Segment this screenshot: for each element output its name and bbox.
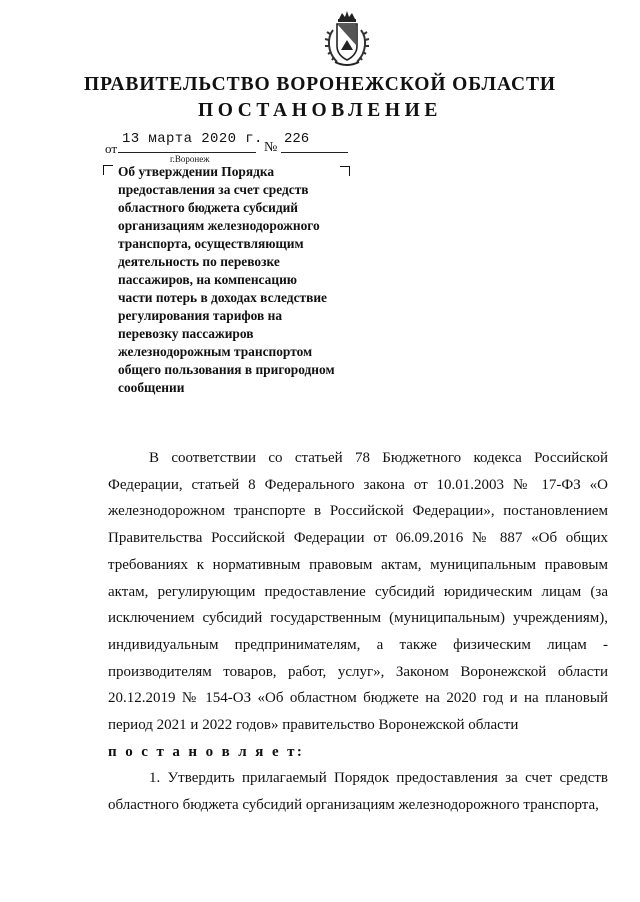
title-bracket-left xyxy=(103,165,113,175)
city-label: г.Воронеж xyxy=(170,154,210,164)
document-type: ПОСТАНОВЛЕНИЕ xyxy=(197,100,443,121)
decree-word: п о с т а н о в л я е т: xyxy=(108,743,305,760)
item-1-paragraph: 1. Утвердить прилагаемый Порядок предоставления за счет средств областного бюджета субсидий организациям железнодорожного транспорта, xyxy=(108,770,608,814)
preamble-paragraph: В соответствии со статьей 78 Бюджетного кодекса Российской Федерации, статьей 8 Федерального закона от 10.01.2003 № 17-ФЗ «О железнодорожном транспорте в Российской Федерации», постановлением Правительства Российской Федерации от 06.09.2016 № 887 «Об общих требованиях к нормативным правовым актам, муниципальным правовым актам, регулирующим предоставление субсидий юридическим лицам (за исключением субсидий государственным (муниципальным) учреждениям), индивидуальным предпринимателям, а также физическим лицам - производителям товаров, работ, услуг», Законом Воронежской области 20.12.2019 № 154-ОЗ «Об областном бюджете на 2020 год и на плановый период 2021 и 2022 годов» правительство Воронежской области xyxy=(108,450,608,734)
document-title: Об утверждении Порядка предоставления за счет средств областного бюджета субсидий организациям железнодорожного транспорта, осуществляющим деятельность по перевозке пассажиров, на компенсацию части потерь в доходах вследствие регулирования тарифов на перевозку пассажиров железнодорожным транспортом общего пользования в пригородном сообщении xyxy=(118,164,335,395)
document-date: 13 марта 2020 г. xyxy=(122,131,263,147)
document-number: 226 xyxy=(284,131,310,147)
date-underline xyxy=(118,152,256,153)
number-underline xyxy=(281,152,348,153)
date-prefix: от xyxy=(105,141,118,156)
organization-name: ПРАВИТЕЛЬСТВО ВОРОНЕЖСКОЙ ОБЛАСТИ xyxy=(84,74,556,95)
document-body xyxy=(108,445,608,819)
coat-of-arms-emblem-icon xyxy=(323,10,371,68)
number-prefix: № xyxy=(264,140,278,155)
